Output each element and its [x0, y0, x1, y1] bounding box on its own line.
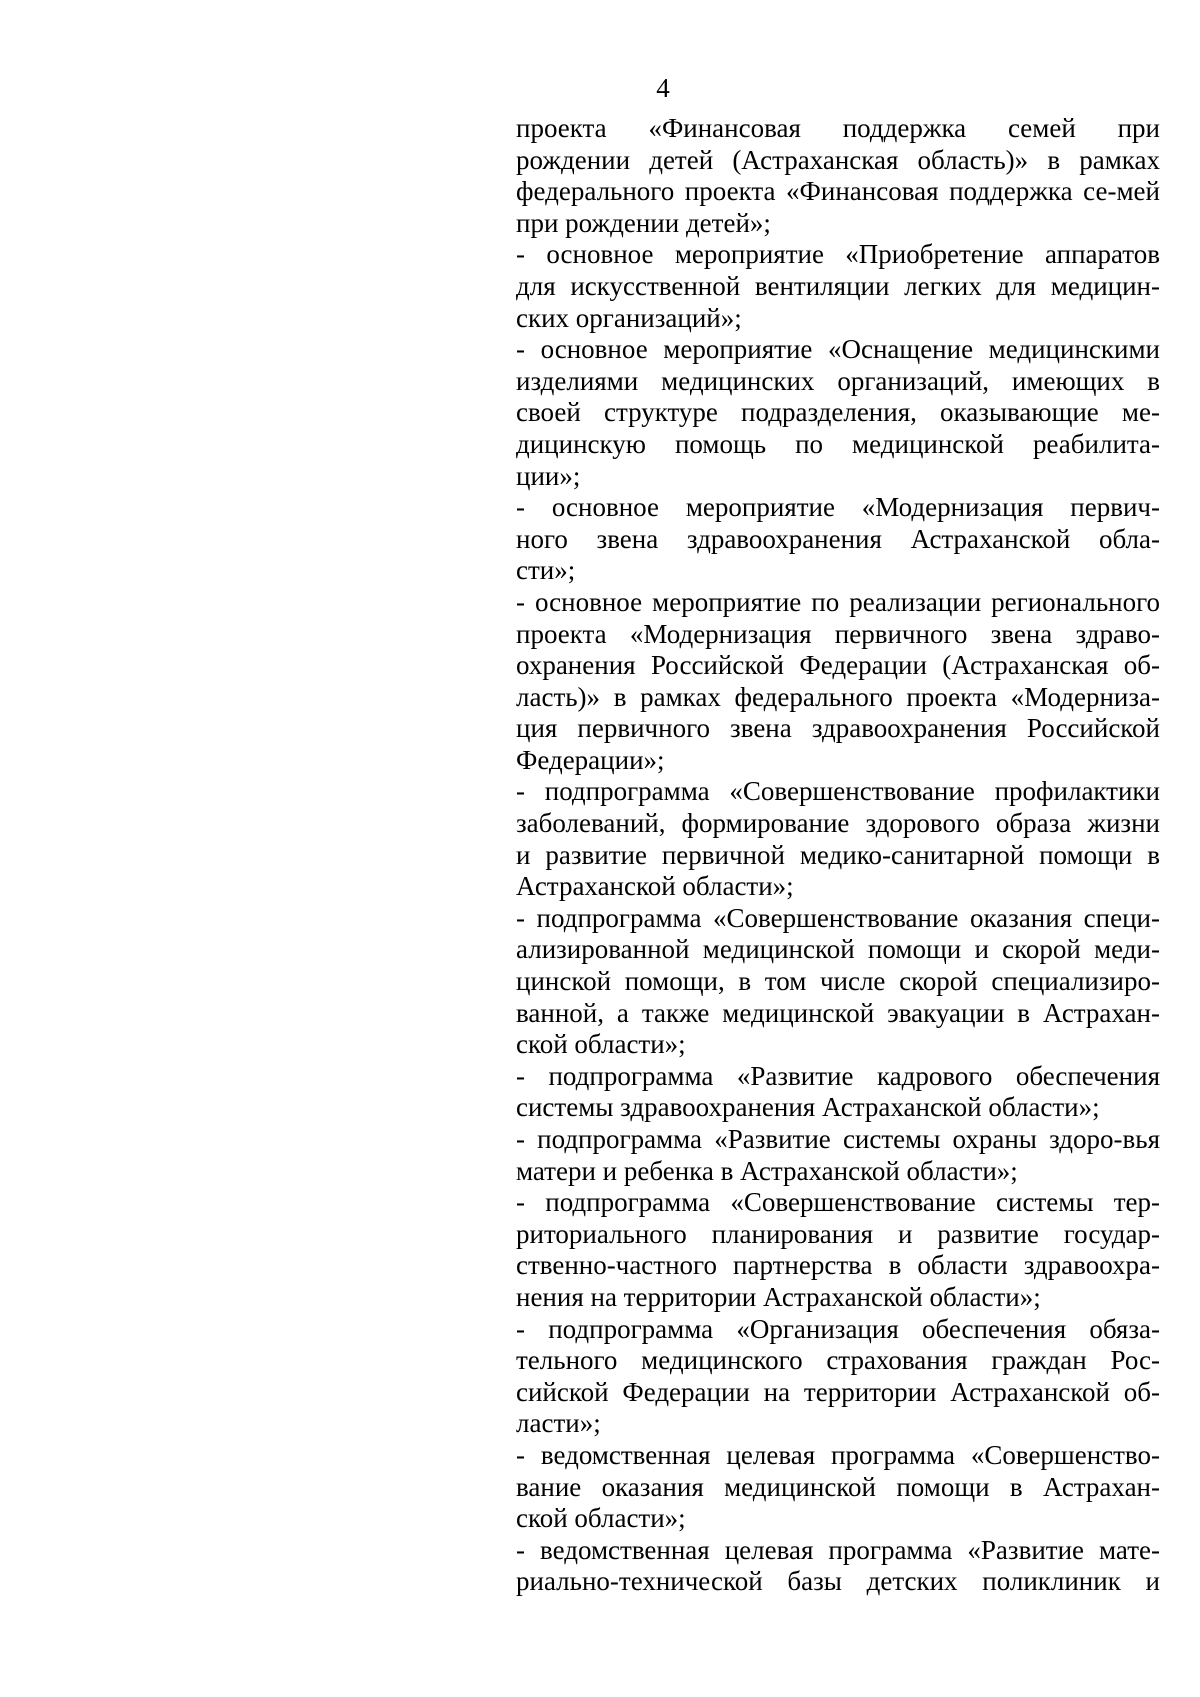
- text-line: риториального планирования и развитие государ-: [516, 1218, 1160, 1249]
- text-line: Астраханской области»;: [516, 871, 794, 902]
- text-line: - подпрограмма «Организация обеспечения обяза-: [516, 1313, 1160, 1344]
- text-line: федерального проекта «Финансовая поддержка се-мей: [516, 176, 1160, 207]
- text-line: - подпрограмма «Совершенствование системы тер-: [516, 1187, 1160, 1218]
- text-line: своей структуре подразделения, оказывающие ме-: [516, 397, 1160, 428]
- text-line: ласти»;: [516, 1408, 601, 1439]
- text-line: охранения Российской Федерации (Астраханская об-: [516, 650, 1160, 681]
- text-line: проекта «Финансовая поддержка семей при: [516, 113, 1160, 143]
- text-line: при рождении детей»;: [516, 207, 771, 238]
- text-line: рождении детей (Астраханская область)» в рамках: [516, 144, 1160, 175]
- text-line: - ведомственная целевая программа «Совершенство-: [516, 1439, 1160, 1470]
- text-line: риально-технической базы детских поликлиник и: [516, 1566, 1160, 1597]
- text-line: нения на территории Астраханской области»;: [516, 1281, 1041, 1312]
- text-line: ализированной медицинской помощи и скорой меди-: [516, 934, 1160, 965]
- document-text-column: [516, 113, 1160, 1598]
- text-line: дицинскую помощь по медицинской реабилита-: [516, 428, 1160, 459]
- page-number: 4: [656, 73, 670, 103]
- text-line: - подпрограмма «Развитие системы охраны здоро-вья: [516, 1124, 1160, 1154]
- text-line: - подпрограмма «Совершенствование профилактики: [516, 776, 1160, 807]
- text-line: - основное мероприятие «Оснащение медицинскими: [516, 334, 1160, 365]
- text-line: тельного медицинского страхования граждан Рос-: [516, 1345, 1160, 1376]
- text-line: ственно-частного партнерства в области здравоохра-: [516, 1250, 1160, 1281]
- text-line: заболеваний, формирование здорового образа жизни: [516, 808, 1160, 839]
- text-line: для искусственной вентиляции легких для медицин-: [516, 270, 1160, 301]
- text-line: ция первичного звена здравоохранения Российской: [516, 713, 1160, 744]
- text-line: системы здравоохранения Астраханской области»;: [516, 1092, 1100, 1123]
- text-line: - основное мероприятие «Модернизация первич-: [516, 492, 1160, 523]
- text-line: цинской помощи, в том числе скорой специализиро-: [516, 966, 1160, 997]
- text-line: - основное мероприятие «Приобретение аппаратов: [516, 239, 1160, 270]
- text-line: матери и ребенка в Астраханской области»;: [516, 1155, 1018, 1186]
- text-line: изделиями медицинских организаций, имеющих в: [516, 365, 1160, 396]
- text-line: ской области»;: [516, 1503, 686, 1534]
- text-line: ции»;: [516, 460, 581, 491]
- text-line: - подпрограмма «Развитие кадрового обеспечения: [516, 1060, 1160, 1091]
- text-line: Федерации»;: [516, 744, 665, 775]
- text-line: ванной, а также медицинской эвакуации в Астрахан-: [516, 997, 1160, 1028]
- text-line: - ведомственная целевая программа «Развитие мате-: [516, 1534, 1160, 1565]
- text-line: ских организаций»;: [516, 302, 742, 333]
- text-line: и развитие первичной медико-санитарной помощи в: [516, 839, 1160, 870]
- text-line: вание оказания медицинской помощи в Астрахан-: [516, 1471, 1160, 1502]
- text-line: - подпрограмма «Совершенствование оказания специ-: [516, 902, 1160, 933]
- text-line: ской области»;: [516, 1029, 686, 1060]
- text-line: сийской Федерации на территории Астраханской об-: [516, 1376, 1160, 1407]
- text-line: проекта «Модернизация первичного звена здраво-: [516, 618, 1160, 649]
- text-line: ласть)» в рамках федерального проекта «Модерниза-: [516, 681, 1160, 712]
- text-line: - основное мероприятие по реализации регионального: [516, 586, 1160, 617]
- text-line: ного звена здравоохранения Астраханской обла-: [516, 523, 1160, 554]
- text-line: сти»;: [516, 555, 576, 586]
